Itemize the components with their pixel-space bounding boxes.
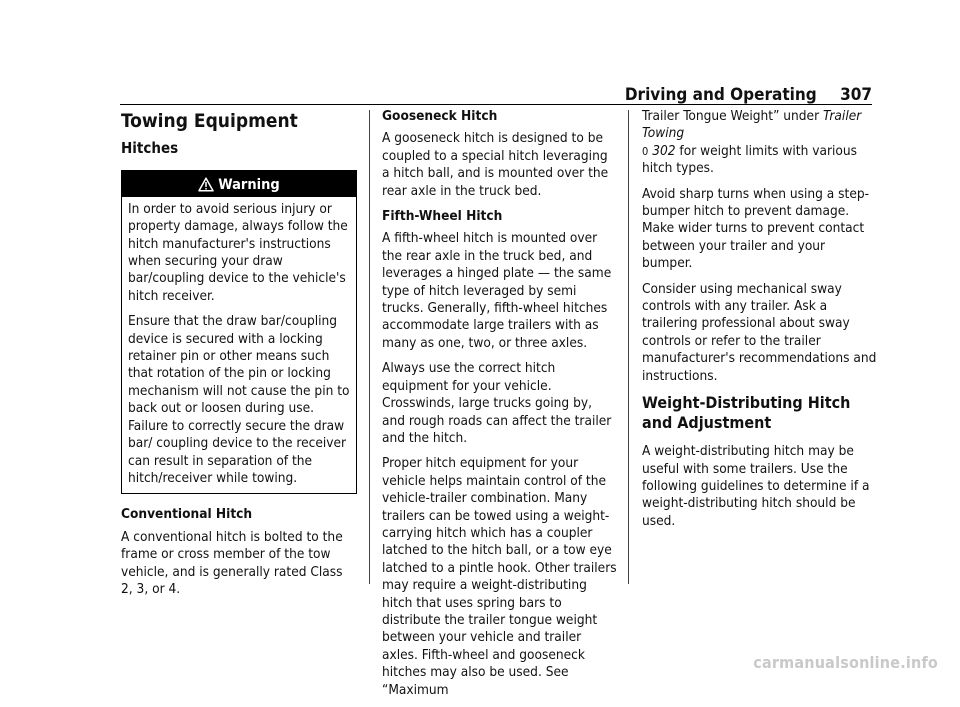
column-left bbox=[121, 108, 357, 606]
header-rule bbox=[120, 104, 872, 105]
section-heading: Towing Equipment bbox=[121, 110, 298, 132]
weight-distributing-text: A weight-distributing hitch may be useful with some trailers. Use the following guidelines to determine if a weight-distributing hitch should be used. bbox=[642, 443, 870, 529]
reference-tail-text: for weight limits with various hitch types. bbox=[642, 142, 857, 177]
section-title: Driving and Operating bbox=[624, 85, 817, 105]
watermark: carmanualsonline.info bbox=[753, 653, 938, 672]
warning-label: Warning bbox=[218, 176, 280, 193]
page-ref-arrow-icon: 0 bbox=[642, 144, 649, 158]
reference-page-link[interactable]: 302 bbox=[652, 142, 676, 159]
warning-body bbox=[122, 197, 356, 494]
column-middle bbox=[382, 108, 618, 707]
warning-triangle-icon bbox=[198, 177, 214, 192]
page-number: 307 bbox=[840, 85, 872, 105]
hitch-equipment-paragraph: Always use the correct hitch equipment for your vehicle. Crosswinds, large trucks going by, and rough roads can affect the trailer and the hitch. bbox=[382, 360, 612, 446]
warning-paragraph: In order to avoid serious injury or property damage, always follow the hitch manufacturer's instructions when securing your draw bar/coupling device to the vehicle's hitch receiver. bbox=[128, 200, 348, 304]
sway-controls-paragraph: Consider using mechanical sway controls with any trailer. Ask a trailering professional about sway controls or refer to the trailer manufacturer's recommendations and instructions. bbox=[642, 280, 877, 384]
fifth-wheel-hitch-text: A fifth-wheel hitch is mounted over the rear axle in the truck bed, and leverages a hinged plate — the same type of hitch leveraged by semi trucks. Generally, fifth-wheel hitches accommodate large trailers with as many as one, two, or three axles. bbox=[382, 230, 612, 351]
reference-lead-text: Trailer Tongue Weight” under bbox=[642, 108, 820, 124]
warning-box bbox=[121, 170, 357, 495]
page-header bbox=[625, 85, 872, 105]
column-divider bbox=[628, 110, 629, 584]
sharp-turns-paragraph: Avoid sharp turns when using a step-bumper hitch to prevent damage. Make wider turns to prevent contact between your trailer and your bumper. bbox=[642, 185, 870, 272]
fifth-wheel-hitch-heading: Fifth-Wheel Hitch bbox=[382, 208, 503, 225]
tongue-weight-reference bbox=[642, 108, 878, 178]
gooseneck-hitch-heading: Gooseneck Hitch bbox=[382, 108, 498, 124]
conventional-hitch-text: A conventional hitch is bolted to the frame or cross member of the tow vehicle, and is generally rated Class 2, 3, or 4. bbox=[121, 528, 343, 597]
conventional-hitch-heading: Conventional Hitch bbox=[121, 506, 253, 523]
subsection-heading: Hitches bbox=[121, 139, 179, 158]
gooseneck-hitch-text: A gooseneck hitch is designed to be coupled to a special hitch leveraging a hitch ball, and is mounted over the rear axle in the truck bed. bbox=[382, 130, 609, 199]
proper-hitch-paragraph: Proper hitch equipment for your vehicle helps maintain control of the vehicle-trailer combination. Many trailers can be towed using a weight-carrying hitch which has a coupler latched to the hitch ball, or a tow eye latched to a pintle hook. Other trailers may require a weight-distributing hitch that uses spring bars to distribute the trailer tongue weight between your vehicle and trailer axles. Fifth-wheel and gooseneck hitches may also be used. See “Maximum bbox=[382, 455, 617, 698]
reference-link-title[interactable]: Trailer Towing bbox=[642, 108, 862, 142]
warning-paragraph: Ensure that the draw bar/coupling device is secured with a locking retainer pin or other means such that rotation of the pin or locking mechanism will not cause the pin to back out or loosen during use. Failure to correctly secure the draw bar/ coupling device to the receiver can result in separation of the hitch/receiver while towing. bbox=[128, 313, 350, 486]
weight-distributing-heading: Weight-Distributing Hitch and Adjustment bbox=[642, 393, 851, 433]
column-divider bbox=[369, 110, 370, 584]
column-right bbox=[642, 108, 878, 538]
warning-header bbox=[122, 171, 356, 197]
